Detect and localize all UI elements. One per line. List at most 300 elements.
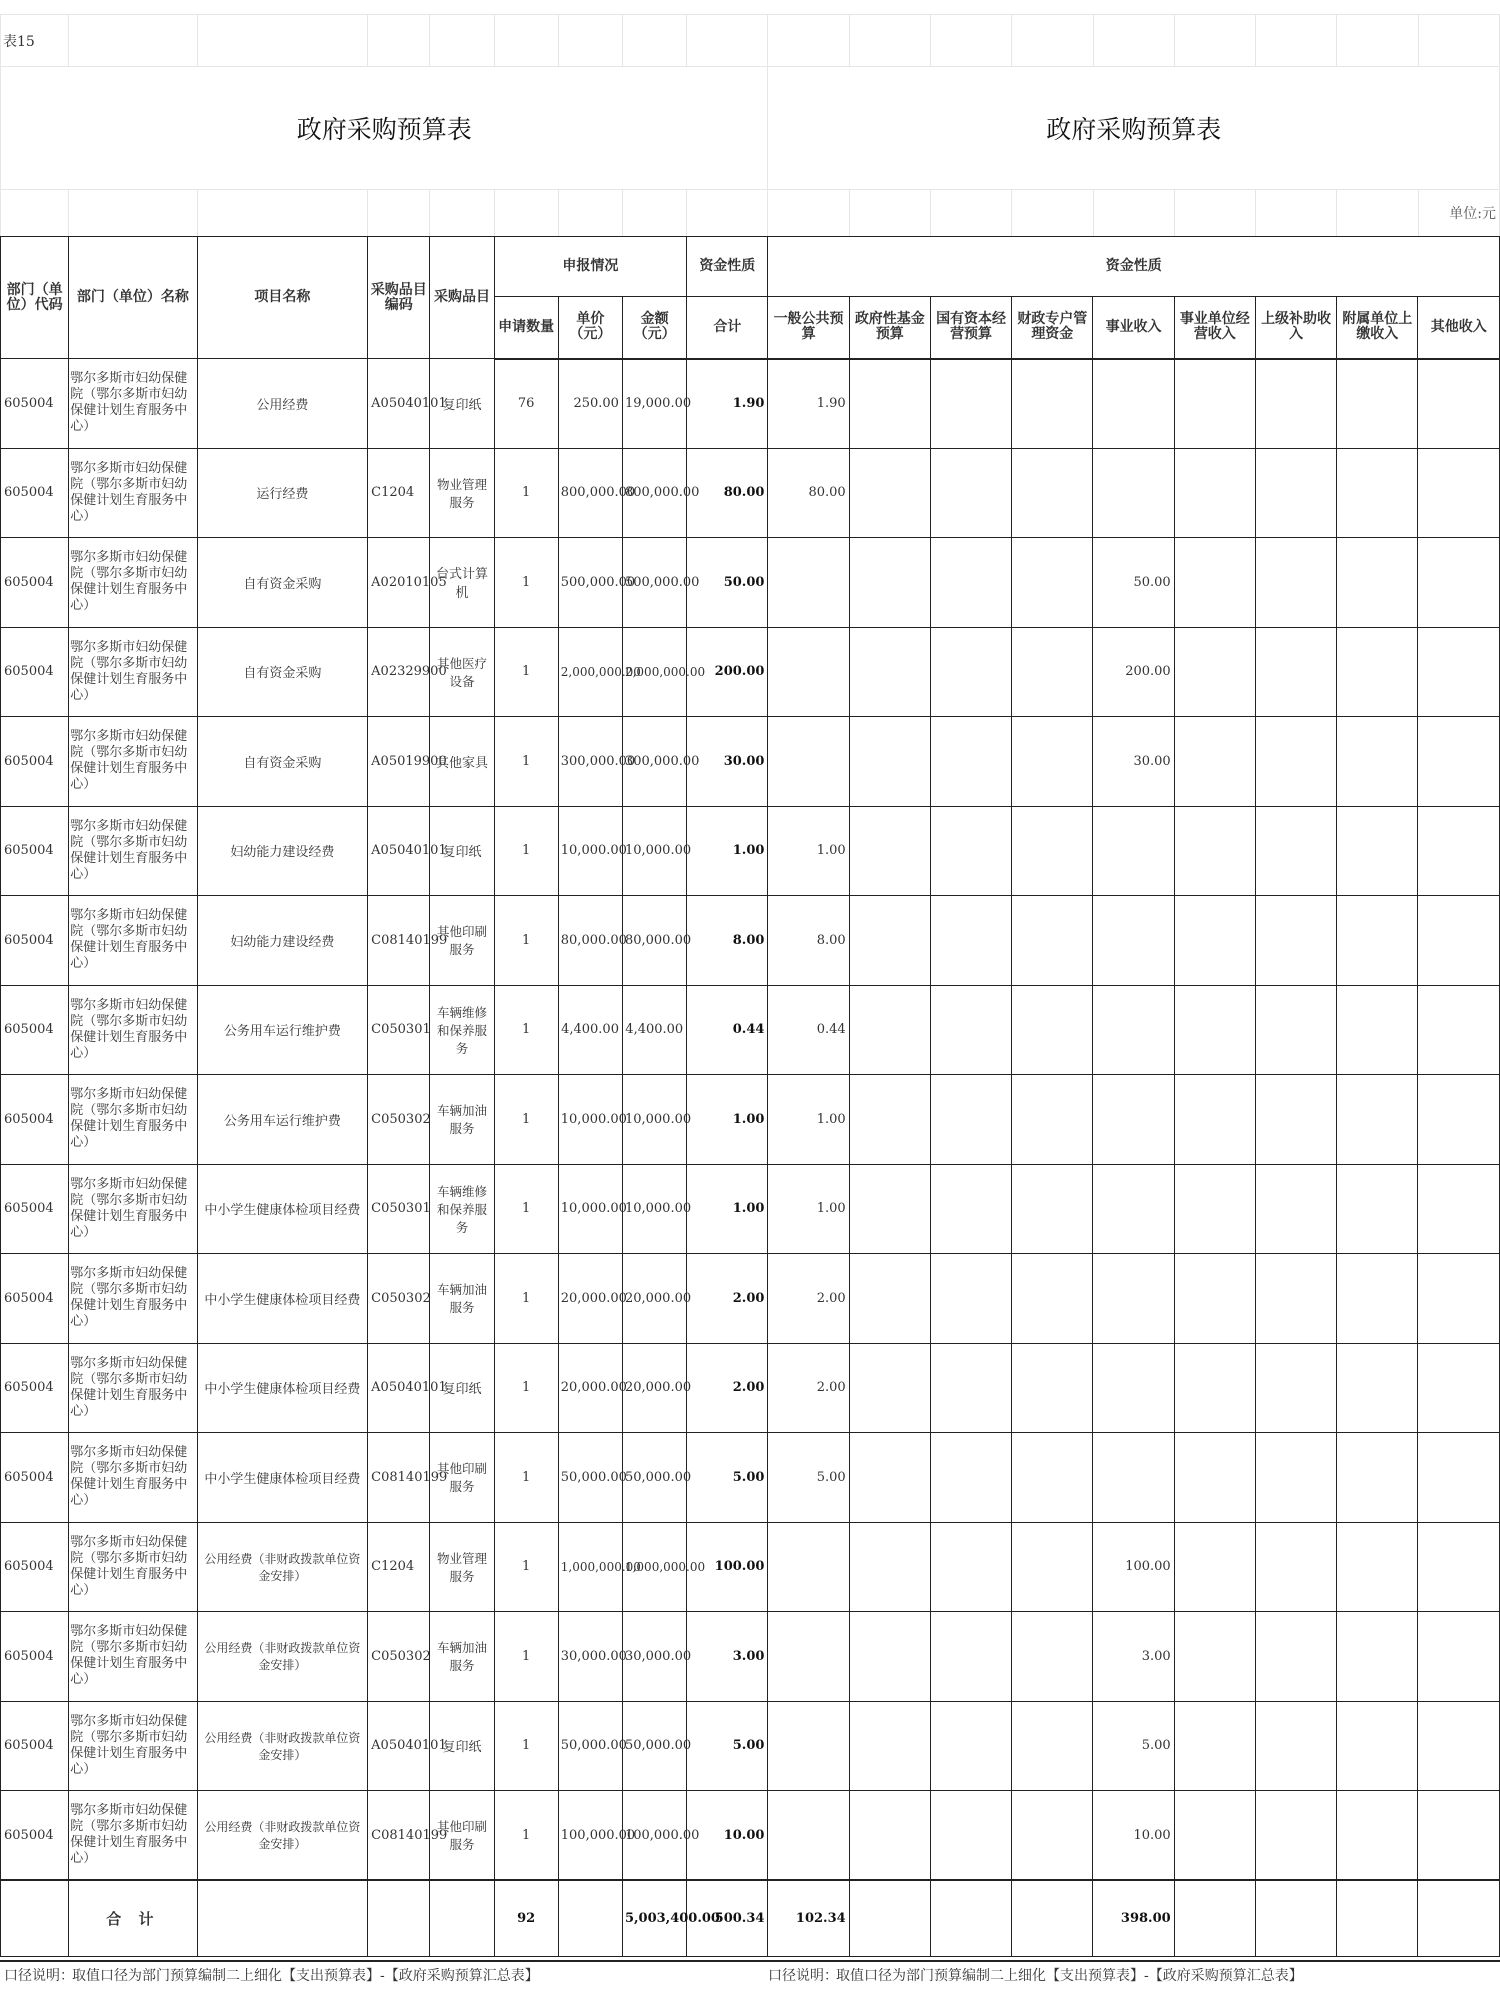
gov-fund-cell bbox=[849, 896, 930, 986]
business-income-cell bbox=[1093, 1343, 1174, 1433]
amount-cell: 10,000.00 bbox=[622, 1164, 686, 1254]
total-cell: 5.00 bbox=[687, 1433, 768, 1523]
header-unit-price: 单价（元） bbox=[558, 297, 622, 359]
subsidy-income-cell bbox=[1255, 448, 1336, 538]
project-name-cell: 中小学生健康体检项目经费 bbox=[197, 1343, 368, 1433]
operating-income-cell bbox=[1174, 1343, 1255, 1433]
affiliated-income-cell bbox=[1337, 1522, 1418, 1612]
subsidy-income-cell bbox=[1255, 359, 1336, 449]
unit-price-cell: 20,000.00 bbox=[558, 1343, 622, 1433]
affiliated-income-cell bbox=[1337, 985, 1418, 1075]
project-name-cell: 运行经费 bbox=[197, 448, 368, 538]
subsidy-income-cell bbox=[1255, 1701, 1336, 1791]
item-code-cell: A02010105 bbox=[368, 538, 430, 628]
state-capital-cell bbox=[930, 1164, 1011, 1254]
dept-code-cell: 605004 bbox=[1, 1433, 69, 1523]
dept-name-cell: 鄂尔多斯市妇幼保健院（鄂尔多斯市妇幼保健计划生育服务中心） bbox=[69, 1701, 197, 1791]
gov-fund-cell bbox=[849, 1254, 930, 1344]
affiliated-income-cell bbox=[1337, 717, 1418, 807]
qty-cell: 1 bbox=[494, 806, 558, 896]
business-income-cell: 50.00 bbox=[1093, 538, 1174, 628]
table-row bbox=[1, 1343, 1500, 1433]
item-cell: 其他家具 bbox=[430, 717, 494, 807]
table-row bbox=[1, 627, 1500, 717]
other-income-cell bbox=[1418, 448, 1500, 538]
project-name-cell: 公用经费（非财政拨款单位资金安排） bbox=[197, 1522, 368, 1612]
subsidy-income-cell bbox=[1255, 985, 1336, 1075]
project-name-cell: 公用经费（非财政拨款单位资金安排） bbox=[197, 1791, 368, 1881]
amount-cell: 30,000.00 bbox=[622, 1612, 686, 1702]
dept-name-cell: 鄂尔多斯市妇幼保健院（鄂尔多斯市妇幼保健计划生育服务中心） bbox=[69, 1075, 197, 1165]
item-cell: 复印纸 bbox=[430, 359, 494, 449]
unit-price-cell: 20,000.00 bbox=[558, 1254, 622, 1344]
business-income-cell bbox=[1093, 448, 1174, 538]
dept-code-cell: 605004 bbox=[1, 627, 69, 717]
gov-fund-cell bbox=[849, 538, 930, 628]
affiliated-income-cell bbox=[1337, 896, 1418, 986]
item-code-cell: C050301 bbox=[368, 1164, 430, 1254]
total-cell: 2.00 bbox=[687, 1343, 768, 1433]
business-income-cell bbox=[1093, 1075, 1174, 1165]
footer-left-label: 口径说明： bbox=[4, 1968, 74, 1984]
footer-left-text: 取值口径为部门预算编制二上细化【支出预算表】-【政府采购预算汇总表】 bbox=[72, 1968, 539, 1984]
dept-name-cell: 鄂尔多斯市妇幼保健院（鄂尔多斯市妇幼保健计划生育服务中心） bbox=[69, 717, 197, 807]
business-income-cell: 10.00 bbox=[1093, 1791, 1174, 1881]
operating-income-cell bbox=[1174, 1612, 1255, 1702]
general-budget-cell: 2.00 bbox=[768, 1343, 849, 1433]
qty-cell: 1 bbox=[494, 896, 558, 986]
table-body bbox=[1, 359, 1500, 1881]
item-code-cell: C08140199 bbox=[368, 1791, 430, 1881]
other-income-cell bbox=[1418, 359, 1500, 449]
table-title-left: 政府采购预算表 bbox=[1, 67, 768, 190]
special-account-cell bbox=[1012, 448, 1093, 538]
business-income-cell bbox=[1093, 1254, 1174, 1344]
other-income-cell bbox=[1418, 627, 1500, 717]
state-capital-cell bbox=[930, 448, 1011, 538]
business-income-cell: 30.00 bbox=[1093, 717, 1174, 807]
table-row bbox=[1, 1791, 1500, 1881]
special-account-cell bbox=[1012, 1433, 1093, 1523]
item-cell: 车辆加油服务 bbox=[430, 1075, 494, 1165]
state-capital-cell bbox=[930, 538, 1011, 628]
gov-fund-cell bbox=[849, 1791, 930, 1881]
table-row bbox=[1, 1164, 1500, 1254]
dept-code-cell: 605004 bbox=[1, 1791, 69, 1881]
project-name-cell: 公用经费（非财政拨款单位资金安排） bbox=[197, 1701, 368, 1791]
dept-code-cell: 605004 bbox=[1, 1075, 69, 1165]
gov-fund-cell bbox=[849, 1701, 930, 1791]
sheet-label: 表15 bbox=[1, 15, 69, 67]
dept-code-cell: 605004 bbox=[1, 359, 69, 449]
operating-income-cell bbox=[1174, 538, 1255, 628]
total-cell: 1.00 bbox=[687, 1075, 768, 1165]
item-cell: 物业管理服务 bbox=[430, 1522, 494, 1612]
unit-price-cell: 100,000.00 bbox=[558, 1791, 622, 1881]
business-income-cell: 100.00 bbox=[1093, 1522, 1174, 1612]
item-cell: 物业管理服务 bbox=[430, 448, 494, 538]
gov-fund-cell bbox=[849, 359, 930, 449]
total-business-income: 398.00 bbox=[1093, 1880, 1174, 1956]
footer-right-text: 取值口径为部门预算编制二上细化【支出预算表】-【政府采购预算汇总表】 bbox=[836, 1968, 1303, 1984]
dept-code-cell: 605004 bbox=[1, 985, 69, 1075]
business-income-cell: 3.00 bbox=[1093, 1612, 1174, 1702]
other-income-cell bbox=[1418, 1254, 1500, 1344]
unit-price-cell: 50,000.00 bbox=[558, 1701, 622, 1791]
general-budget-cell: 1.00 bbox=[768, 806, 849, 896]
other-income-cell bbox=[1418, 538, 1500, 628]
unit-price-cell: 30,000.00 bbox=[558, 1612, 622, 1702]
affiliated-income-cell bbox=[1337, 627, 1418, 717]
dept-code-cell: 605004 bbox=[1, 1164, 69, 1254]
state-capital-cell bbox=[930, 1701, 1011, 1791]
qty-cell: 1 bbox=[494, 1701, 558, 1791]
state-capital-cell bbox=[930, 627, 1011, 717]
business-income-cell bbox=[1093, 985, 1174, 1075]
total-label: 合 计 bbox=[69, 1880, 197, 1956]
dept-name-cell: 鄂尔多斯市妇幼保健院（鄂尔多斯市妇幼保健计划生育服务中心） bbox=[69, 985, 197, 1075]
project-name-cell: 妇幼能力建设经费 bbox=[197, 896, 368, 986]
item-code-cell: A02329900 bbox=[368, 627, 430, 717]
other-income-cell bbox=[1418, 1164, 1500, 1254]
special-account-cell bbox=[1012, 806, 1093, 896]
subsidy-income-cell bbox=[1255, 627, 1336, 717]
dept-code-cell: 605004 bbox=[1, 896, 69, 986]
operating-income-cell bbox=[1174, 717, 1255, 807]
total-row bbox=[1, 1880, 1500, 1956]
special-account-cell bbox=[1012, 1791, 1093, 1881]
item-cell: 其他印刷服务 bbox=[430, 1791, 494, 1881]
business-income-cell bbox=[1093, 896, 1174, 986]
operating-income-cell bbox=[1174, 985, 1255, 1075]
gov-fund-cell bbox=[849, 806, 930, 896]
total-cell: 0.44 bbox=[687, 985, 768, 1075]
business-income-cell bbox=[1093, 359, 1174, 449]
header-dept-code: 部门（单位）代码 bbox=[1, 237, 69, 359]
subsidy-income-cell bbox=[1255, 538, 1336, 628]
general-budget-cell: 80.00 bbox=[768, 448, 849, 538]
procurement-budget-table bbox=[0, 236, 1500, 1957]
affiliated-income-cell bbox=[1337, 1791, 1418, 1881]
header-business-income: 事业收入 bbox=[1093, 297, 1174, 359]
unit-price-cell: 2,000,000.00 bbox=[558, 627, 622, 717]
dept-name-cell: 鄂尔多斯市妇幼保健院（鄂尔多斯市妇幼保健计划生育服务中心） bbox=[69, 896, 197, 986]
dept-name-cell: 鄂尔多斯市妇幼保健院（鄂尔多斯市妇幼保健计划生育服务中心） bbox=[69, 1254, 197, 1344]
header-total: 合计 bbox=[687, 297, 768, 359]
item-code-cell: C050302 bbox=[368, 1612, 430, 1702]
affiliated-income-cell bbox=[1337, 1701, 1418, 1791]
state-capital-cell bbox=[930, 359, 1011, 449]
total-cell: 100.00 bbox=[687, 1522, 768, 1612]
item-cell: 车辆维修和保养服务 bbox=[430, 985, 494, 1075]
dept-name-cell: 鄂尔多斯市妇幼保健院（鄂尔多斯市妇幼保健计划生育服务中心） bbox=[69, 538, 197, 628]
item-code-cell: A05019900 bbox=[368, 717, 430, 807]
total-cell: 30.00 bbox=[687, 717, 768, 807]
amount-cell: 1,000,000.00 bbox=[622, 1522, 686, 1612]
amount-cell: 10,000.00 bbox=[622, 1075, 686, 1165]
general-budget-cell bbox=[768, 717, 849, 807]
dept-name-cell: 鄂尔多斯市妇幼保健院（鄂尔多斯市妇幼保健计划生育服务中心） bbox=[69, 359, 197, 449]
dept-name-cell: 鄂尔多斯市妇幼保健院（鄂尔多斯市妇幼保健计划生育服务中心） bbox=[69, 806, 197, 896]
gov-fund-cell bbox=[849, 985, 930, 1075]
header-amount: 金额（元） bbox=[622, 297, 686, 359]
dept-code-cell: 605004 bbox=[1, 1254, 69, 1344]
amount-cell: 20,000.00 bbox=[622, 1254, 686, 1344]
qty-cell: 1 bbox=[494, 985, 558, 1075]
item-cell: 车辆维修和保养服务 bbox=[430, 1164, 494, 1254]
subsidy-income-cell bbox=[1255, 1164, 1336, 1254]
special-account-cell bbox=[1012, 717, 1093, 807]
general-budget-cell bbox=[768, 1522, 849, 1612]
table-row bbox=[1, 717, 1500, 807]
header-subsidy-income: 上级补助收入 bbox=[1255, 297, 1336, 359]
item-cell: 车辆加油服务 bbox=[430, 1254, 494, 1344]
gov-fund-cell bbox=[849, 717, 930, 807]
total-qty: 92 bbox=[494, 1880, 558, 1956]
item-cell: 其他医疗设备 bbox=[430, 627, 494, 717]
state-capital-cell bbox=[930, 1075, 1011, 1165]
item-code-cell: C08140199 bbox=[368, 1433, 430, 1523]
table-title-right: 政府采购预算表 bbox=[768, 67, 1500, 190]
table-row bbox=[1, 1075, 1500, 1165]
dept-code-cell: 605004 bbox=[1, 806, 69, 896]
item-cell: 复印纸 bbox=[430, 1701, 494, 1791]
subsidy-income-cell bbox=[1255, 1343, 1336, 1433]
qty-cell: 76 bbox=[494, 359, 558, 449]
amount-cell: 300,000.00 bbox=[622, 717, 686, 807]
qty-cell: 1 bbox=[494, 1254, 558, 1344]
project-name-cell: 中小学生健康体检项目经费 bbox=[197, 1254, 368, 1344]
general-budget-cell: 0.44 bbox=[768, 985, 849, 1075]
subsidy-income-cell bbox=[1255, 1791, 1336, 1881]
item-cell: 其他印刷服务 bbox=[430, 896, 494, 986]
table-row bbox=[1, 1433, 1500, 1523]
general-budget-cell: 5.00 bbox=[768, 1433, 849, 1523]
general-budget-cell bbox=[768, 538, 849, 628]
gov-fund-cell bbox=[849, 627, 930, 717]
other-income-cell bbox=[1418, 1343, 1500, 1433]
gov-fund-cell bbox=[849, 1433, 930, 1523]
dept-code-cell: 605004 bbox=[1, 1343, 69, 1433]
project-name-cell: 中小学生健康体检项目经费 bbox=[197, 1433, 368, 1523]
affiliated-income-cell bbox=[1337, 448, 1418, 538]
subsidy-income-cell bbox=[1255, 1522, 1336, 1612]
project-name-cell: 公用经费（非财政拨款单位资金安排） bbox=[197, 1612, 368, 1702]
unit-price-cell: 1,000,000.00 bbox=[558, 1522, 622, 1612]
table-row bbox=[1, 1612, 1500, 1702]
total-cell: 1.00 bbox=[687, 806, 768, 896]
general-budget-cell bbox=[768, 1612, 849, 1702]
general-budget-cell: 1.00 bbox=[768, 1075, 849, 1165]
gov-fund-cell bbox=[849, 1343, 930, 1433]
qty-cell: 1 bbox=[494, 538, 558, 628]
qty-cell: 1 bbox=[494, 1612, 558, 1702]
item-cell: 车辆加油服务 bbox=[430, 1612, 494, 1702]
operating-income-cell bbox=[1174, 1254, 1255, 1344]
state-capital-cell bbox=[930, 1254, 1011, 1344]
footer-note bbox=[0, 1960, 1500, 1984]
item-code-cell: A05040101 bbox=[368, 359, 430, 449]
state-capital-cell bbox=[930, 1791, 1011, 1881]
table-row bbox=[1, 985, 1500, 1075]
state-capital-cell bbox=[930, 1612, 1011, 1702]
operating-income-cell bbox=[1174, 1075, 1255, 1165]
special-account-cell bbox=[1012, 627, 1093, 717]
subsidy-income-cell bbox=[1255, 896, 1336, 986]
dept-code-cell: 605004 bbox=[1, 717, 69, 807]
business-income-cell bbox=[1093, 1433, 1174, 1523]
special-account-cell bbox=[1012, 896, 1093, 986]
table-row bbox=[1, 538, 1500, 628]
amount-cell: 500,000.00 bbox=[622, 538, 686, 628]
affiliated-income-cell bbox=[1337, 1075, 1418, 1165]
header-declare-group: 申报情况 bbox=[494, 237, 687, 297]
operating-income-cell bbox=[1174, 1701, 1255, 1791]
general-budget-cell bbox=[768, 627, 849, 717]
operating-income-cell bbox=[1174, 627, 1255, 717]
special-account-cell bbox=[1012, 1343, 1093, 1433]
header-affiliated-income: 附属单位上缴收入 bbox=[1337, 297, 1418, 359]
header-area bbox=[0, 14, 1500, 237]
dept-code-cell: 605004 bbox=[1, 1522, 69, 1612]
header-qty: 申请数量 bbox=[494, 297, 558, 359]
subsidy-income-cell bbox=[1255, 1254, 1336, 1344]
unit-price-cell: 800,000.00 bbox=[558, 448, 622, 538]
special-account-cell bbox=[1012, 1701, 1093, 1791]
state-capital-cell bbox=[930, 896, 1011, 986]
state-capital-cell bbox=[930, 1343, 1011, 1433]
subsidy-income-cell bbox=[1255, 1433, 1336, 1523]
total-cell: 1.00 bbox=[687, 1164, 768, 1254]
qty-cell: 1 bbox=[494, 448, 558, 538]
dept-code-cell: 605004 bbox=[1, 1701, 69, 1791]
total-cell: 10.00 bbox=[687, 1791, 768, 1881]
qty-cell: 1 bbox=[494, 1433, 558, 1523]
affiliated-income-cell bbox=[1337, 806, 1418, 896]
total-cell: 3.00 bbox=[687, 1612, 768, 1702]
operating-income-cell bbox=[1174, 1522, 1255, 1612]
dept-name-cell: 鄂尔多斯市妇幼保健院（鄂尔多斯市妇幼保健计划生育服务中心） bbox=[69, 1164, 197, 1254]
gov-fund-cell bbox=[849, 1075, 930, 1165]
other-income-cell bbox=[1418, 1791, 1500, 1881]
qty-cell: 1 bbox=[494, 1164, 558, 1254]
business-income-cell: 5.00 bbox=[1093, 1701, 1174, 1791]
general-budget-cell: 1.00 bbox=[768, 1164, 849, 1254]
other-income-cell bbox=[1418, 1522, 1500, 1612]
dept-name-cell: 鄂尔多斯市妇幼保健院（鄂尔多斯市妇幼保健计划生育服务中心） bbox=[69, 1791, 197, 1881]
dept-name-cell: 鄂尔多斯市妇幼保健院（鄂尔多斯市妇幼保健计划生育服务中心） bbox=[69, 1612, 197, 1702]
item-code-cell: C050302 bbox=[368, 1254, 430, 1344]
business-income-cell bbox=[1093, 1164, 1174, 1254]
state-capital-cell bbox=[930, 1522, 1011, 1612]
amount-cell: 2,000,000.00 bbox=[622, 627, 686, 717]
header-general-budget: 一般公共预算 bbox=[768, 297, 849, 359]
item-code-cell: C050301 bbox=[368, 985, 430, 1075]
general-budget-cell: 2.00 bbox=[768, 1254, 849, 1344]
affiliated-income-cell bbox=[1337, 1164, 1418, 1254]
amount-cell: 80,000.00 bbox=[622, 896, 686, 986]
unit-price-cell: 10,000.00 bbox=[558, 806, 622, 896]
affiliated-income-cell bbox=[1337, 359, 1418, 449]
item-code-cell: A05040101 bbox=[368, 1701, 430, 1791]
header-fund-nature-right: 资金性质 bbox=[768, 237, 1500, 297]
unit-price-cell: 10,000.00 bbox=[558, 1164, 622, 1254]
gov-fund-cell bbox=[849, 1612, 930, 1702]
project-name-cell: 自有资金采购 bbox=[197, 538, 368, 628]
general-budget-cell bbox=[768, 1791, 849, 1881]
header-project-name: 项目名称 bbox=[197, 237, 368, 359]
project-name-cell: 妇幼能力建设经费 bbox=[197, 806, 368, 896]
dept-code-cell: 605004 bbox=[1, 1612, 69, 1702]
total-amount: 5,003,400.00 bbox=[622, 1880, 686, 1956]
total-cell: 2.00 bbox=[687, 1254, 768, 1344]
affiliated-income-cell bbox=[1337, 1433, 1418, 1523]
amount-cell: 19,000.00 bbox=[622, 359, 686, 449]
operating-income-cell bbox=[1174, 1433, 1255, 1523]
item-code-cell: C1204 bbox=[368, 1522, 430, 1612]
total-cell: 80.00 bbox=[687, 448, 768, 538]
gov-fund-cell bbox=[849, 1164, 930, 1254]
general-budget-cell: 8.00 bbox=[768, 896, 849, 986]
dept-name-cell: 鄂尔多斯市妇幼保健院（鄂尔多斯市妇幼保健计划生育服务中心） bbox=[69, 627, 197, 717]
special-account-cell bbox=[1012, 1254, 1093, 1344]
state-capital-cell bbox=[930, 717, 1011, 807]
business-income-cell: 200.00 bbox=[1093, 627, 1174, 717]
footer-right-label: 口径说明： bbox=[768, 1968, 838, 1984]
operating-income-cell bbox=[1174, 359, 1255, 449]
header-gov-fund: 政府性基金预算 bbox=[849, 297, 930, 359]
subsidy-income-cell bbox=[1255, 1075, 1336, 1165]
item-code-cell: A05040101 bbox=[368, 806, 430, 896]
business-income-cell bbox=[1093, 806, 1174, 896]
operating-income-cell bbox=[1174, 1791, 1255, 1881]
affiliated-income-cell bbox=[1337, 538, 1418, 628]
unit-price-cell: 4,400.00 bbox=[558, 985, 622, 1075]
state-capital-cell bbox=[930, 985, 1011, 1075]
project-name-cell: 公用经费 bbox=[197, 359, 368, 449]
special-account-cell bbox=[1012, 985, 1093, 1075]
item-code-cell: C08140199 bbox=[368, 896, 430, 986]
dept-name-cell: 鄂尔多斯市妇幼保健院（鄂尔多斯市妇幼保健计划生育服务中心） bbox=[69, 1522, 197, 1612]
qty-cell: 1 bbox=[494, 627, 558, 717]
special-account-cell bbox=[1012, 1612, 1093, 1702]
table-row bbox=[1, 359, 1500, 449]
qty-cell: 1 bbox=[494, 1075, 558, 1165]
total-general-budget: 102.34 bbox=[768, 1880, 849, 1956]
header-operating-income: 事业单位经营收入 bbox=[1174, 297, 1255, 359]
table-row bbox=[1, 896, 1500, 986]
project-name-cell: 自有资金采购 bbox=[197, 627, 368, 717]
dept-code-cell: 605004 bbox=[1, 538, 69, 628]
header-special-account: 财政专户管理资金 bbox=[1012, 297, 1093, 359]
state-capital-cell bbox=[930, 806, 1011, 896]
total-cell: 1.90 bbox=[687, 359, 768, 449]
table-row bbox=[1, 448, 1500, 538]
subsidy-income-cell bbox=[1255, 806, 1336, 896]
amount-cell: 20,000.00 bbox=[622, 1343, 686, 1433]
item-code-cell: C1204 bbox=[368, 448, 430, 538]
table-row bbox=[1, 1522, 1500, 1612]
operating-income-cell bbox=[1174, 448, 1255, 538]
operating-income-cell bbox=[1174, 1164, 1255, 1254]
dept-code-cell: 605004 bbox=[1, 448, 69, 538]
header-state-capital: 国有资本经营预算 bbox=[930, 297, 1011, 359]
other-income-cell bbox=[1418, 985, 1500, 1075]
other-income-cell bbox=[1418, 806, 1500, 896]
unit-label: 单位:元 bbox=[1418, 190, 1499, 237]
amount-cell: 50,000.00 bbox=[622, 1433, 686, 1523]
special-account-cell bbox=[1012, 1075, 1093, 1165]
